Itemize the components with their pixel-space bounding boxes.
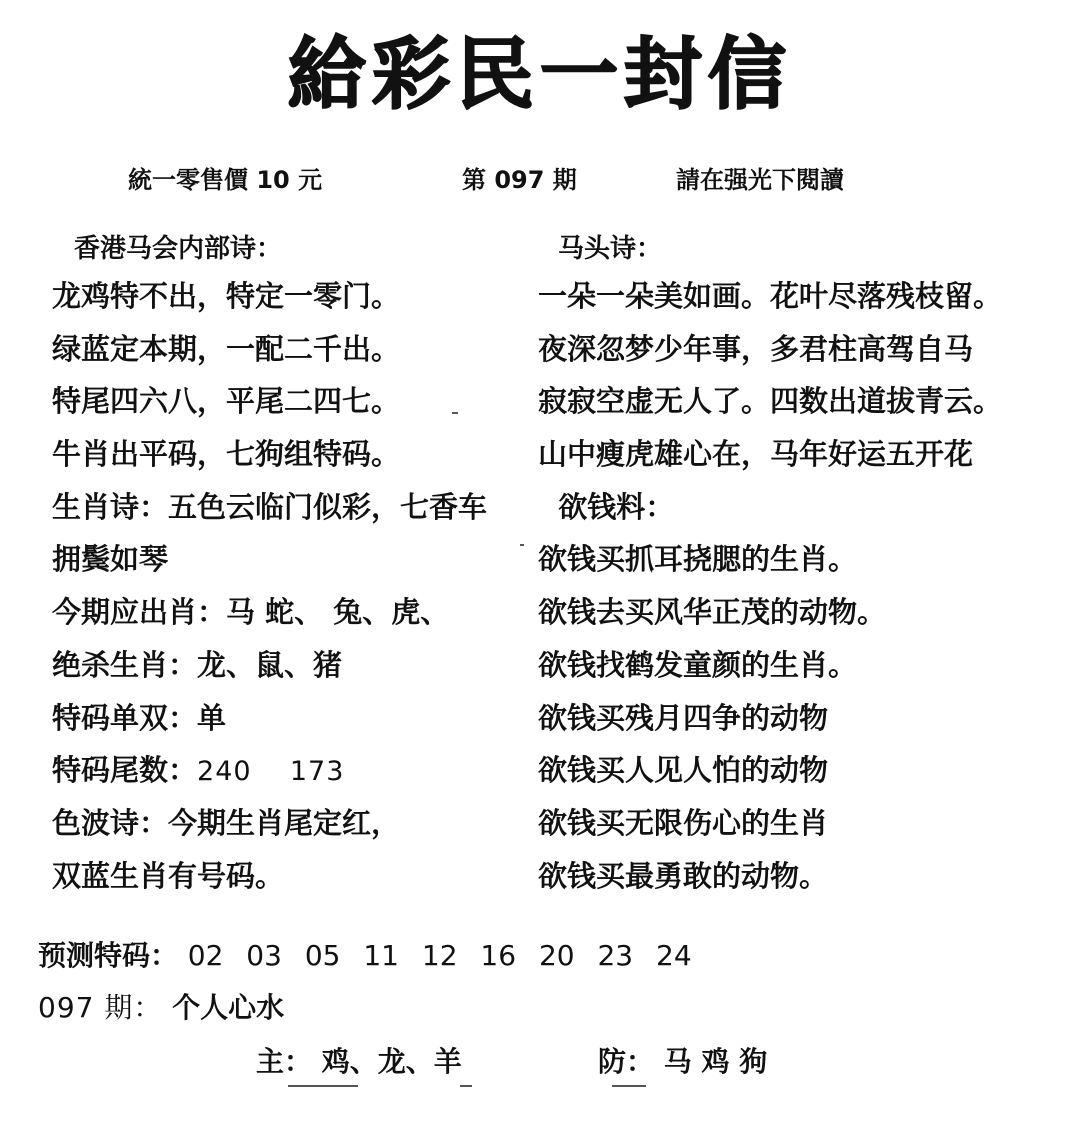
right-column: [538, 270, 1058, 902]
price-label: 統一零售價 10 元: [128, 166, 323, 194]
left-line: 今期应出肖：马 蛇、 兔、虎、: [52, 595, 450, 630]
predict-label: 预测特码：: [38, 939, 179, 972]
right-line: 欲钱买无限伤心的生肖: [538, 805, 829, 840]
predict-row: [38, 934, 692, 974]
left-line: 绝杀生肖：龙、鼠、猪: [52, 647, 343, 682]
scan-speck: [612, 1085, 646, 1087]
right-line: 山中瘦虎雄心在，马年好运五开花: [538, 437, 974, 472]
right-heading: 马头诗：: [558, 234, 663, 264]
left-line: 特尾四六八，平尾二四七。: [52, 384, 401, 419]
right-line: 欲钱买最勇敢的动物。: [538, 858, 829, 893]
predict-numbers: 02 03 05 11 12 16 20 23 24: [187, 939, 692, 972]
left-line: 色波诗：今期生肖尾定红，: [52, 805, 401, 840]
right-line: 欲钱去买风华正茂的动物。: [538, 595, 887, 630]
left-line: 拥鬓如琴: [52, 542, 169, 577]
page-title: 給彩民一封信: [287, 30, 792, 120]
right-line: 欲钱买残月四争的动物: [538, 700, 829, 735]
scan-speck: [520, 544, 524, 546]
right-line: 欲钱买抓耳挠腮的生肖。: [538, 542, 858, 577]
main-label: 主：: [256, 1045, 313, 1078]
right-line: 欲钱料：: [538, 489, 675, 524]
issue-label: 第 097 期: [462, 166, 577, 194]
tail-label: 特码尾数：: [52, 753, 198, 788]
scan-speck: [460, 1085, 472, 1087]
left-line: 特码单双：单: [52, 700, 227, 735]
issue-row-text: 个人心水: [172, 991, 285, 1024]
right-line: 寂寂空虚无人了。四数出道拔青云。: [538, 384, 1003, 419]
right-line: 欲钱找鹤发童颜的生肖。: [538, 647, 858, 682]
main-value: 鸡、龙、羊: [321, 1045, 462, 1078]
guard-row: [598, 1040, 767, 1080]
right-line: 一朵一朵美如画。花叶尽落残枝留。: [538, 279, 1003, 313]
left-line: 牛肖出平码，七狗组特码。: [52, 437, 401, 472]
left-line: 生肖诗：五色云临门似彩，七香车: [52, 489, 488, 524]
right-line: 夜深忽梦少年事，多君柱高驾自马: [538, 331, 974, 366]
scan-speck: [288, 1085, 358, 1087]
main-row: [256, 1040, 462, 1080]
issue-row: [38, 986, 284, 1026]
guard-value: 马 鸡 狗: [663, 1045, 768, 1078]
issue-row-label: 097 期：: [38, 991, 163, 1024]
left-line: 双蓝生肖有号码。: [52, 858, 285, 893]
right-line: 欲钱买人见人怕的动物: [538, 753, 829, 788]
reading-note: 請在强光下閱讀: [676, 166, 844, 194]
tail-numbers-line: [52, 744, 522, 797]
left-line: 龙鸡特不出，特定一零门。: [52, 279, 401, 313]
guard-label: 防：: [598, 1045, 655, 1078]
left-heading: 香港马会内部诗：: [74, 234, 283, 264]
scan-speck: [452, 412, 458, 414]
tail-numbers: 240 173: [197, 756, 345, 788]
left-line: 绿蓝定本期，一配二千出。: [52, 331, 401, 366]
left-column: [52, 270, 522, 902]
